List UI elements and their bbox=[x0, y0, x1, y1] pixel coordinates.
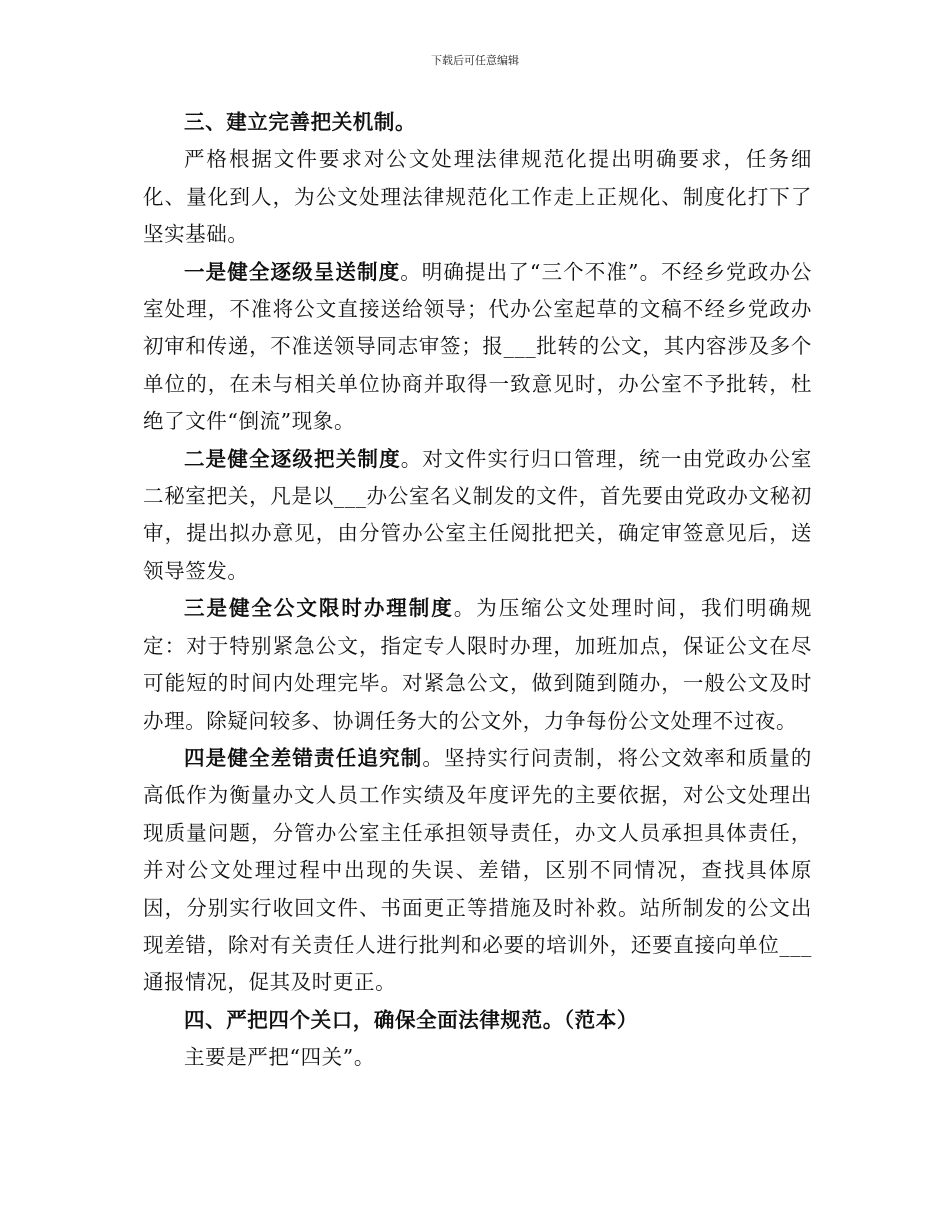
item-lead-2: 二是健全逐级把关制度 bbox=[184, 446, 401, 471]
item-lead-1: 一是健全逐级呈送制度 bbox=[184, 259, 401, 284]
item-body-1: 。明确提出了“三个不准”。不经乡党政办公室处理，不准将公文直接送给领导；代办公室起草的文稿不经乡党政办初审和传递，不准送领导同志审签；报___批转的公文，其内容涉及多个单位的，在未与相关单位协商并取得一致意见时，办公室不予批转，杜绝了文件“倒流”现象。 bbox=[143, 259, 812, 434]
item-paragraph-2 bbox=[143, 441, 812, 591]
item-body-3: 。为压缩公文处理时间，我们明确规定：对于特别紧急公文，指定专人限时办理，加班加点，保证公文在尽可能短的时间内处理完毕。对紧急公文，做到随到随办，一般公文及时办理。除疑问较多、协调任务大的公文外，力争每份公文处理不过夜。 bbox=[143, 596, 812, 733]
section-intro-3: 严格根据文件要求对公文处理法律规范化提出明确要求，任务细化、量化到人，为公文处理法律规范化工作走上正规化、制度化打下了坚实基础。 bbox=[143, 147, 812, 247]
document-body bbox=[143, 104, 812, 1077]
section-heading-4: 四、严把四个关口，确保全面法律规范。（范本） bbox=[184, 1007, 638, 1032]
item-body-4: 。坚持实行问责制，将公文效率和质量的高低作为衡量办文人员工作实绩及年度评先的主要依据，对公文处理出现质量问题，分管办公室主任承担领导责任，办文人员承担具体责任，并对公文处理过程中出现的失误、差错，区别不同情况，查找具体原因，分别实行收回文件、书面更正等措施及时补救。站所制发的公文出现差错，除对有关责任人进行批判和必要的培训外，还要直接向单位___通报情况，促其及时更正。 bbox=[143, 745, 812, 995]
page-header-note: 下载后可任意编辑 bbox=[431, 54, 519, 67]
item-paragraph-4 bbox=[143, 740, 812, 1002]
item-paragraph-1 bbox=[143, 254, 812, 441]
item-paragraph-3 bbox=[143, 590, 812, 740]
item-body-2: 。对文件实行归口管理，统一由党政办公室二秘室把关，凡是以___办公室名义制发的文件，首先要由党政办文秘初审，提出拟办意见，由分管办公室主任阅批把关，确定审签意见后，送领导签发。 bbox=[143, 446, 812, 583]
item-lead-4: 四是健全差错责任追究制 bbox=[184, 745, 423, 770]
item-lead-3: 三是健全公文限时办理制度 bbox=[184, 596, 454, 621]
section-heading-3: 三、建立完善把关机制。 bbox=[184, 110, 417, 134]
section-intro-4: 主要是严把“四关”。 bbox=[184, 1045, 375, 1070]
